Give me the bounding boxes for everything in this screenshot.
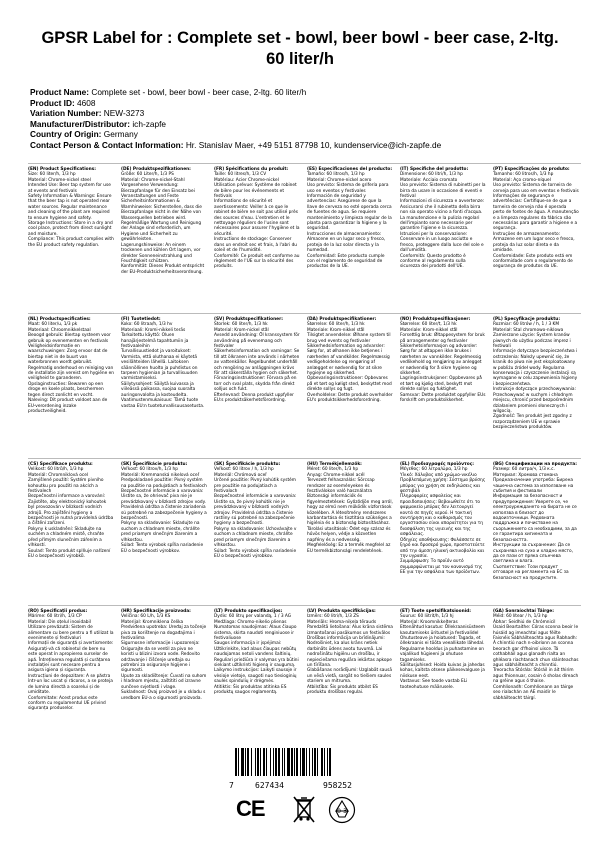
spec-heading: (DE) Produktspezifikationen: bbox=[121, 167, 191, 172]
barcode-bar bbox=[312, 748, 313, 776]
spec-body: Størrelse: 60 liter/t, 1/3 hk Materiale: Krom-nikkel stål Forsettlig bruk: Øltappesystem for bruk på arrangementer og festivaler Sikkerhetsinformasjon og advarsler: Sørg for at øltappen ikke brukes i nærheten av vannkilder. Regelmessig vedlikehold og rengjøring av anlegget er nødvendig for å sikre hygiene og sikkerhet. Lagringsinstruksjoner: Oppbevares på et tørt og kjølig sted, beskytt mot direkte sollys og fuktighet. Samsvar: Dette produktet oppfyller EUs forskrift om produktsikkerhet. bbox=[400, 322, 486, 404]
barcode-bar bbox=[284, 748, 285, 776]
barcode-digit-left: 7 bbox=[229, 781, 234, 790]
info-line bbox=[30, 129, 575, 140]
spec-heading: (SK) Špecifikácie produktu: bbox=[214, 462, 281, 467]
spec-cell bbox=[493, 609, 579, 713]
spec-heading: (ET) Toote spetsifikatsioonid: bbox=[400, 609, 471, 614]
info-line bbox=[30, 140, 575, 151]
spec-heading: (EN) Product Specifications: bbox=[28, 167, 96, 172]
barcode-bar bbox=[291, 748, 293, 776]
barcode-bar bbox=[270, 748, 271, 776]
spec-heading: (SV) Produktspecifikationer: bbox=[214, 317, 283, 322]
spec-body: Размер: 60 литра/ч, 1/3 к.с. Материал: Хромова стомана Предназначение употреба: Бирена чашечна система за използване на събития и фестивали Информация за безопасност и предупреждения: Уверете се, че електроуреждането на бирата не се използва в близост до водоизточници. Редовната поддръжка и почистване на съоръжението са необходими, за да се гарантира хигиената и безопасността. Инструкции за съхранение: Да се съхранява на сухо и хладно място, да се пази от пряка слънчева светлина и влага. Съответствие: Този продукт отговаря на регламента на ЕС за безопасност на продуктите. bbox=[493, 467, 577, 581]
recycling-code: 0-3 bbox=[337, 808, 347, 815]
spec-row bbox=[28, 163, 581, 309]
info-value: Complete set - bowl, beer bowl - beer case, 2-ltg. 60 liter/h bbox=[91, 87, 307, 97]
spec-heading: (SK) Špecifikácie produktu: bbox=[121, 462, 188, 467]
weee-crossed-bin-icon bbox=[291, 795, 317, 825]
barcode-bar bbox=[296, 748, 298, 776]
spec-cell bbox=[28, 317, 114, 454]
spec-body: Størrelse: 60 liter/h, 1/3 hk Materiale: Krom-nikkel stål Tilsigtet anvendelse: Ølhane system til brug ved events og festivaler Sikkerhedsinformation og advarsler: Sørg for, at ølhanen ikke betjenes i nærheden af vandkilder. Regelmæssig vedligeholdelse og rengøring af anlægget er nødvendig for at sikre hygiejne og sikkerhed. Opbevaringsinstruktioner: Opbevares på et tørt og køligt sted, beskyttet mod direkte sollys og fugt. Overholdelse: Dette produkt overholder EU's produktsikkerhedsforordning. bbox=[307, 322, 393, 404]
spec-heading: (NL) Productspecificaties: bbox=[28, 317, 91, 322]
spec-cell bbox=[493, 462, 579, 601]
spec-row bbox=[28, 458, 581, 601]
barcode-bar bbox=[278, 748, 280, 776]
barcode-bar bbox=[306, 748, 307, 776]
spec-cell bbox=[307, 317, 393, 454]
info-line bbox=[30, 87, 575, 98]
barcode-bar bbox=[241, 748, 244, 776]
spec-cell bbox=[28, 462, 114, 601]
barcode-bar bbox=[273, 748, 274, 776]
spec-heading: (HU) Termékjellemzők: bbox=[307, 462, 362, 467]
spec-body: Tamanho: 60 litros/h, 1/3 hp Material: Aço cromo-níquel Uso previsto: Sistema de torneira de cerveja para uso em eventos e festivais Informações de segurança e advertências: Certifique-se de que a torneira de cerveja não é operada perto de fontes de água. A manutenção e a limpeza regulares da fábrica são necessárias para garantir a higiene e a segurança. Instruções de armazenamento: Armazene em um lugar seco e fresco, proteja da luz solar direta e da umidade. Conformidade: Este produto está em conformidade com o regulamento de segurança de produtos da UE. bbox=[493, 172, 579, 270]
spec-body: Izmērs: 60 litri/h, 1/3 ZS Materiāls: Hroma-niķeļa tērauds Paredzētā lietošana: Alus krāna sistēma izmantošanai pasākumos un festivālos Drošības informācija un brīdinājumi: Nodrošiniet, ka alus krāns netiek darbināts ūdens avotu tuvumā. Lai nodrošinātu higiēnu un drošību, ir nepieciešama regulāra iekārtas apkope un tīrīšana. Glabāšanas norādījumi: Uzglabāt sausā un vēsā vietā, sargāt no tiešiem saules stariem un mitruma. Atbilstība: Šis produkts atbilst ES produktu drošības regulai. bbox=[307, 614, 393, 696]
spec-body: Dydis: 60 litrų per valandą, 1 / 3 AG Medžiaga: Chromo-nikelio plienas Numatomas naudojimas: Alaus čiaupo sistema, skirta naudoti renginiuose ir festivaliuose Saugos informacija ir įspėjimai: Užtikrinkite, kad alaus čiaupas nebūtų naudojamas netoli vandens šaltinių. Reguliari priežiūra ir valymas yra būtini siekiant užtikrinti higieną ir saugumą. Laikymo instrukcijos: Laikyti sausoje ir vėsioje vietoje, saugoti nuo tiesioginių saulės spindulių ir drėgmės. Atitiktis: Šis produktas atitinka ES produktų saugos reglamentą. bbox=[214, 614, 299, 696]
spec-cell bbox=[121, 609, 207, 713]
barcode-bar bbox=[266, 748, 267, 776]
barcode-bar bbox=[245, 748, 246, 776]
barcode-bar bbox=[309, 748, 310, 776]
spec-cell bbox=[121, 167, 207, 309]
spec-cell bbox=[214, 609, 300, 713]
spec-cell bbox=[28, 609, 114, 713]
spec-cell bbox=[214, 317, 300, 454]
spec-body: Rozmiar: 60 litrów / h, 1 / 3 KM Materiał: Stal chromowo-niklowa Zamierzone użycie: System kranów piwnych do użytku podczas imprez i festiwali Informacje dotyczące bezpieczeństwa i ostrzeżenia: Należy upewnić się, że kranik do piwa nie jest eksploatowany w pobliżu źródeł wody. Regularna konserwacja i czyszczenie instalacji są wymagane w celu zapewnienia higieny i bezpieczeństwa. Instrukcje dotyczące przechowywania: Przechowywać w suchym i chłodnym miejscu, chronić przed bezpośrednim działaniem promieni słonecznych i wilgocią. Zgodność: Ten produkt jest zgodny z rozporządzeniem UE w sprawie bezpieczeństwa produktów. bbox=[493, 322, 578, 431]
info-value: ich-zapfe bbox=[132, 118, 167, 129]
barcode-bar bbox=[255, 748, 256, 776]
spec-cell bbox=[400, 167, 486, 309]
spec-body: Méret: 60 liter/h, 1/3 hp Anyag: Chrome-nikkel acél Tervezett felhasználás: Sörcsap rendszer az eseményeken és fesztiválokon való használatra Biztonsági információk és figyelmeztetések: Győződjön meg arról, hogy az elmű nem működik vízforrások közelében. A létesítmény rendszeres karbantartása és tisztítása szükséges a higiénia és a biztonság biztosításához. Tárolási utasítások: Ödet egy száraz és hűvös helyen, védje a közvetlen napfény és a nedvesség. Megfelelőség: Ez a termék megfelel az EU termékbiztonsági rendeletének. bbox=[307, 467, 393, 554]
barcode-bar bbox=[257, 748, 259, 776]
barcode-digits-middle: 627434 bbox=[255, 781, 284, 790]
info-label: Contact Person & Contact Information: bbox=[30, 139, 184, 150]
spec-body: Taille: 60 litres/h, 1/3 CV Matériau: Acier Chrome-nickel Utilisation prévue: Système de robinet de bière pour les événements et festivals Informations de sécurité et avertissements: Veiller à ce que le robinet de bière ne soit pas utilisé près des sources d'eau. L'entretien et le nettoyage réguliers de l'usine sont nécessaires pour assurer l'hygiène et la sécurité. Instructions de stockage: Conserver dans un endroit sec et frais, à l'abri du soleil et de l'humidité. Conformité: Ce produit est conforme au règlement de l'UE sur la sécurité des produits. bbox=[214, 172, 300, 270]
spec-body: Veľkosť: 60 litrov / h, 1/3 hp Materiál: Chrómová oceľ Určené použitie: Pivný kohútik systém pre použitie na podujatiach a festivaloch Bezpečnostné informácie a varovania: Uistite sa, že pivný kohútik nie je prevádzkovaný v blízkosti vodných zdrojov. Pravidelná údržba a čistenie rastliny sú potrebné na zabezpečenie hygieny a bezpečnosti. Pokyny na skladovanie: Uchovávajte v suchom a chladnom mieste, chráňte pred priamym slnečným žiarením a vlhkosťou. Súlad: Tento výrobok spĺňa nariadenie EÚ o bezpečnosti výrobkov. bbox=[214, 467, 297, 559]
product-info bbox=[30, 87, 575, 151]
barcode-bar bbox=[251, 748, 252, 776]
spec-heading: (LV) Produkta specifikācijas: bbox=[307, 609, 376, 614]
spec-body: Veľkosť: 60 litrov/h, 1/3 hp Materiál: Kremmanská nikelová oceľ Predpokladané použitie: Pivný systém na použitie na podujatiach a festivaloch Bezpečnostné informácie a varovania: Uistite sa, že ohrievač piva nie je prevádzkovaný v blízkosti zdrojov vody. Pravidelná údržba a čistenie zariadenia sú potrebné na zabezpečenie hygieny a bezpečnosti. Pokyny na skladovanie: Skladujte na suchom a chladnom mieste, chráňte pred priamym slnečným žiarením a vlhkosťou. Súlad: Tento výrobok spĺňa nariadenie EÚ o bezpečnosti výrobkov. bbox=[121, 467, 207, 554]
barcode-bar bbox=[263, 748, 265, 776]
spec-cell bbox=[400, 462, 486, 601]
spec-heading: (HR) Specifikacije proizvoda: bbox=[121, 609, 191, 614]
spec-body: Velikost: 60 litrů/h, 1/3 hp Materiál: Chromniklová ocel Zamýšlené použití: Systém pivního kohoutku pro použití na akcích a festivalech Bezpečnostní informace a varování: Zajistěte, aby elektronický kohoutek byl provozován v blízkosti vodních zdrojů. Pro zajištění hygieny a bezpečnosti je nutná pravidelná údržba a čištění zařízení. Pokyny k uskladnění: Skladujte na suchém a chladném místě, chraňte před přímým slunečním zářením a vlhkostí. Soulad: Tento produkt splňuje nařízení EU o bezpečnosti výrobků. bbox=[28, 467, 114, 559]
spec-body: Μέγεθος: 60 λίτρα/ώρα, 1/3 hp Υλικό: Χάλυβας από χρώμιο-νικέλιο Προβλεπόμενη χρήση: Σύστημα βρύσης μπύρας για χρήση σε εκδηλώσεις και φεστιβάλ Πληροφορίες ασφαλείας και προειδοποιήσεις: Βεβαιωθείτε ότι το φαρμακείο μπύρας δεν λειτουργεί κοντά σε πηγές νερού. Η τακτική συντήρηση και ο καθαρισμός του εργοστασίου είναι απαραίτητοι για τη διασφάλιση της υγιεινής και της ασφάλειας. Οδηγίες αποθήκευσης: Φυλάσσετε σε ξηρό και δροσερό χώρο, προστατεύετε από την άμεση ηλιακή ακτινοβολία και την υγρασία. Συμμόρφωση: Το προϊόν αυτό συμμορφώνεται με τον κανονισμό της ΕΕ για την ασφάλεια των προϊόντων. bbox=[400, 467, 486, 576]
spec-cell bbox=[121, 462, 207, 601]
spec-heading: (ES) Especificaciones del producto: bbox=[307, 167, 393, 172]
info-line bbox=[30, 119, 575, 130]
barcode-bar bbox=[260, 748, 261, 776]
spec-heading: (BG) Спецификации на продукта: bbox=[493, 462, 577, 467]
info-label: Country of Origin: bbox=[30, 129, 102, 140]
info-value: Hr. Stanislav Maer, +49 5151 87798 10, kundenservice@ich-zapfe.de bbox=[185, 139, 442, 150]
spec-cell bbox=[28, 167, 114, 309]
info-line bbox=[30, 108, 575, 119]
spec-heading: (RO) Specificații produs: bbox=[28, 609, 88, 614]
page-title: GPSR Label for : Complete set - bowl, beer bowl - beer case, 2-ltg. 60 liter/h bbox=[41, 29, 559, 68]
spec-cell bbox=[214, 167, 300, 309]
barcode-bar bbox=[247, 748, 249, 776]
info-label: Product ID: bbox=[30, 97, 75, 108]
spec-body: Dimensione: 60 litri/h, 1/3 hp Materiale: Acciaio cromato Uso previsto: Sistema di rubinetti per la birra da usare in occasione di eventi e festival Informazioni di sicurezza e avvertenze: Assicurarsi che il rubinetto della birra non sia operato vicino a fonti d'acqua. La manutenzione e la pulizia regolari dell'impianto sono necessarie per garantire l'igiene e la sicurezza. Istruzioni per la conservazione: Conservare in un luogo asciutto e fresco, proteggere dalla luce del sole e dall'umidità. Conformità: Questo prodotto è conforme al regolamento sulla sicurezza dei prodotti dell'UE. bbox=[400, 172, 486, 270]
spec-body: Storlek: 60 liter/h, 1/3 hk Material: Krom-nickel stål Avsedd användning: Öl kranssystem för användning på evenemang och festivaler Säkerhetsinformation och varningar: Se till att ölkranen inte används i närheten av vattenkällor. Regelbundet underhåll och rengöring av anläggningen krävs för att säkerställa hygien och säkerhet. Förvaringsinstruktioner: Förvara på en torr och sval plats, skydda från direkt solljus och fukt. Efterlevnad: Denna produkt uppfyller EU:s produktsäkerhetsförordning. bbox=[214, 322, 300, 404]
info-value: 4608 bbox=[77, 97, 96, 108]
barcode-bar bbox=[287, 748, 290, 776]
spec-cell bbox=[400, 317, 486, 454]
barcode-bar bbox=[317, 748, 318, 776]
barcode-bar bbox=[282, 748, 283, 776]
barcode-bar bbox=[235, 748, 237, 776]
spec-cell bbox=[121, 317, 207, 454]
barcode-bar bbox=[321, 748, 323, 776]
spec-cell bbox=[307, 609, 393, 713]
spec-heading: (LT) Produkto specifikacijos: bbox=[214, 609, 283, 614]
barcode-bar bbox=[314, 748, 316, 776]
spec-heading: (DA) Produktspecifikationer: bbox=[307, 317, 377, 322]
barcode-bar bbox=[238, 748, 239, 776]
info-label: Product Name: bbox=[30, 87, 90, 97]
spec-heading: (NO) Produktspesifikasjoner: bbox=[400, 317, 471, 322]
spec-heading: (PL) Specyfikacje produktu: bbox=[493, 317, 561, 322]
barcode-bar bbox=[327, 748, 328, 776]
barcode bbox=[233, 748, 367, 776]
spec-heading: (FR) Spécifications du produit: bbox=[214, 167, 289, 172]
spec-row bbox=[28, 605, 581, 713]
spec-cell bbox=[307, 167, 393, 309]
spec-heading: (FI) Tuotetiedot: bbox=[121, 317, 161, 322]
spec-heading: (EL) Προδιαγραφές προϊόντος: bbox=[400, 462, 474, 467]
spec-cell bbox=[214, 462, 300, 601]
barcode-bar bbox=[300, 748, 301, 776]
barcode-bar bbox=[324, 748, 325, 776]
spec-body: Méid: 60 lítear / h, 1/3 hp Ábhar: Seidhiú de Chrómnicil Úsaid Beartaithe: Córas sconna beoir le húsáid ag imeachtaí agus féilte Faisnéis Sábháilteachta agus Rabhadh: Á chinntiú nach n-oibríonn an sconna beorach gar d'fhoinsí uisce. Tá cothabháil agus glanadh rialta an ghléasra riachtanach chun sláinteachas agus sábháilteacht a chinntiú. Treoracha Stórála: Stóráil in áit thirim agus fhionnuar, cosain ó sholas díreach na gréine agus ó thaise. Comhlíonadh: Comhlíonann an táirge seo rialachán an AE maidir le sábháilteacht táirgí. bbox=[493, 614, 579, 701]
info-value: NEW-3273 bbox=[103, 108, 145, 119]
info-label: Manufacturer/Distributor: bbox=[30, 118, 131, 129]
spec-cell bbox=[400, 609, 486, 713]
spec-body: Veličina: 60 L/h, 1/3 KS Materijal: Kromniklena čelika Predviđena upotreba: Uređaj za točenje piva za korištenje na događajima i festivalima Sigurnosne informacije i upozorenja: Osigurajte da se ventil za pivo ne koristi u blizini izvora vode. Redovito održavanje i čišćenje uređaja su potrebni za osiguranje higijene i sigurnosti. Upute za skladištenje: Čuvati na suhom i hladnom mjestu, zaštititi od izravne sunčeve svjetlosti i vlage. Sukladnost: Ovaj proizvod je u skladu s uredbom EU-a o sigurnosti proizvoda. bbox=[121, 614, 207, 701]
specification-grid bbox=[28, 163, 581, 713]
spec-cell bbox=[493, 167, 579, 309]
spec-heading: (PT) Especificações do produto: bbox=[493, 167, 570, 172]
spec-body: Größe: 60 Liter/h, 1/3 PS Material: Chrome-nickel-Stahl Vorgesehene Verwendung: Bierzapfanlage für den Einsatz bei Veranstaltungen und Feste Sicherheitsinformationen & Warnhinweise: Sicherstellen, dass die Bierzapfanlage nicht in der Nähe von Wasserquellen betrieben wird. Regelmäßige Wartung und Reinigung der Anlage sind erforderlich, um Hygiene und Sicherheit zu gewährleisten. Lagerungshinweise: An einem trockenen und kühlen Ort lagern, vor direkter Sonneneinstrahlung und Feuchtigkeit schützen. Konformität: Dieses Produkt entspricht der EU-Produktsicherheitsverordnung. bbox=[121, 172, 205, 275]
ce-mark-icon: CE bbox=[236, 796, 265, 821]
spec-body: Size: 60 liter/h, 1/3 hp Material: Chrome-nickel steel Intended Use: Beer tap system for use at events and festivals Safety Information & Warnings: Ensure that the beer tap is not operated near water sources. Regular maintenance and cleaning of the plant are required to ensure hygiene and safety. Storage Instructions: Store in a dry and cool place, protect from direct sunlight and moisture. Compliance: This product complies with the EU product safety regulation. bbox=[28, 172, 114, 248]
spec-body: Mărime: 60 litri/h, 1/3 CP Material: Din oțelul inoxidabil Utilizare prevăzută: Sistem de alimentare cu bere pentru a fi utilizat la evenimente și festivaluri Informații de siguranță și avertismente: Asigurați-vă că robinetul de bere nu este operat în apropierea surselor de apă. Întreținerea regulată și curățarea instalației sunt necesare pentru a asigura igiena și siguranța. Instrucțiuni de depozitare: A se păstra într-un loc uscat și răcoros, a se proteja de lumina directă a soarelui și de umiditate. Conformitate: Acest produs este conform cu regulamentul UE privind siguranța produselor. bbox=[28, 614, 114, 712]
spec-heading: (IT) Specifiche del prodotto: bbox=[400, 167, 469, 172]
barcode-bar bbox=[294, 748, 295, 776]
recycling-symbol-icon bbox=[328, 796, 356, 824]
barcode-bar bbox=[302, 748, 305, 776]
barcode-bar bbox=[329, 748, 331, 776]
spec-cell bbox=[307, 462, 393, 601]
info-label: Variation Number: bbox=[30, 108, 102, 119]
info-line bbox=[30, 98, 575, 109]
spec-body: Suurus: 60 liitrit/h, 1/3 hj Materjal: Kroomnikkelteras Ettenähtud kasutus: Õllekraanisüsteem kasutamiseks üritustel ja festivalidel Ohutusteave ja hoiatused: Tagada, et õllekraanis ei tööta veeallikate lähedal. Regulaarne hooldus ja puhastamine on vajalikud hügieeni ja ohutuse tagamiseks. Säilitusjuhised: Hoida kuivas ja jahedas kohas, kaitsta otsese päikesevalguse ja niiskuse eest. Vastavus: See toode vastab ELi tooteohutuse määrusele. bbox=[400, 614, 485, 690]
spec-body: Maat: 60 liter/u, 1/3 pk Materiaal: Chroomnikkelstaal Beoogd gebruik: Biertap systeem voor gebruik op evenementen en festivals Veiligheidsinformatie en waarschuwingen: Zorg ervoor dat de biertap niet in de buurt van waterbronnen wordt gebruikt. Regelmatig onderhoud en reiniging van de installatie zijn vereist om hygiëne en veiligheid te garanderen. Opslaginstructies: Bewaren op een droge en koele plaats, beschermen tegen direct zonlicht en vocht. Naleving: Dit product voldoet aan de EU-verordening inzake productveiligheid. bbox=[28, 322, 114, 414]
info-value: Germany bbox=[103, 129, 138, 140]
barcode-digits-right: 958252 bbox=[323, 781, 352, 790]
spec-heading: (CS) Specifikace produktu: bbox=[28, 462, 93, 467]
barcode-bar bbox=[275, 748, 277, 776]
spec-row bbox=[28, 313, 581, 454]
spec-body: Tamaño: 60 litros/h, 1/3 hp Material: Chrome-nickel acero Uso previsto: Sistema de grifería para uso en eventos y festivales Información de seguridad y advertencias: Asegúrese de que la llave de cerveza no esté operada cerca de fuentes de agua. Se requiere mantenimiento y limpieza regular de la planta para garantizar la higiene y la seguridad. Instrucciones de almacenamiento: Almacene en un lugar seco y fresco, proteja de la luz solar directa y la humedad. Conformidad: Este producto cumple con el reglamento de seguridad de productos de la UE. bbox=[307, 172, 392, 270]
spec-heading: (GA) Sonraíochtaí Táirge: bbox=[493, 609, 554, 614]
spec-cell bbox=[493, 317, 579, 454]
spec-body: Koko: 60 litraa/h, 1/3 hv Materiaali: Kromi-nikkeli teräs Tarkoitettu käyttö: Oluen hanajärjestelmä tapahtumiin ja festivaaleihin Turvallisuustiedot ja varoitukset: Varmista, että oluthanaa ei käytetä vesilähteiden lähellä. Laitoksen säännöllinen huolto ja puhdistus on tarpeen hygienian ja turvallisuuden varmistamiseksi. Säilytysohjeet: Säilytä kuivassa ja viileässä paikassa, suojaa suoralta auringonvalolta ja kosteudelta. Vaatimustenmukaisuus: Tämä tuote vastaa EU:n tuoteturvallisuusasetusta. bbox=[121, 322, 205, 409]
